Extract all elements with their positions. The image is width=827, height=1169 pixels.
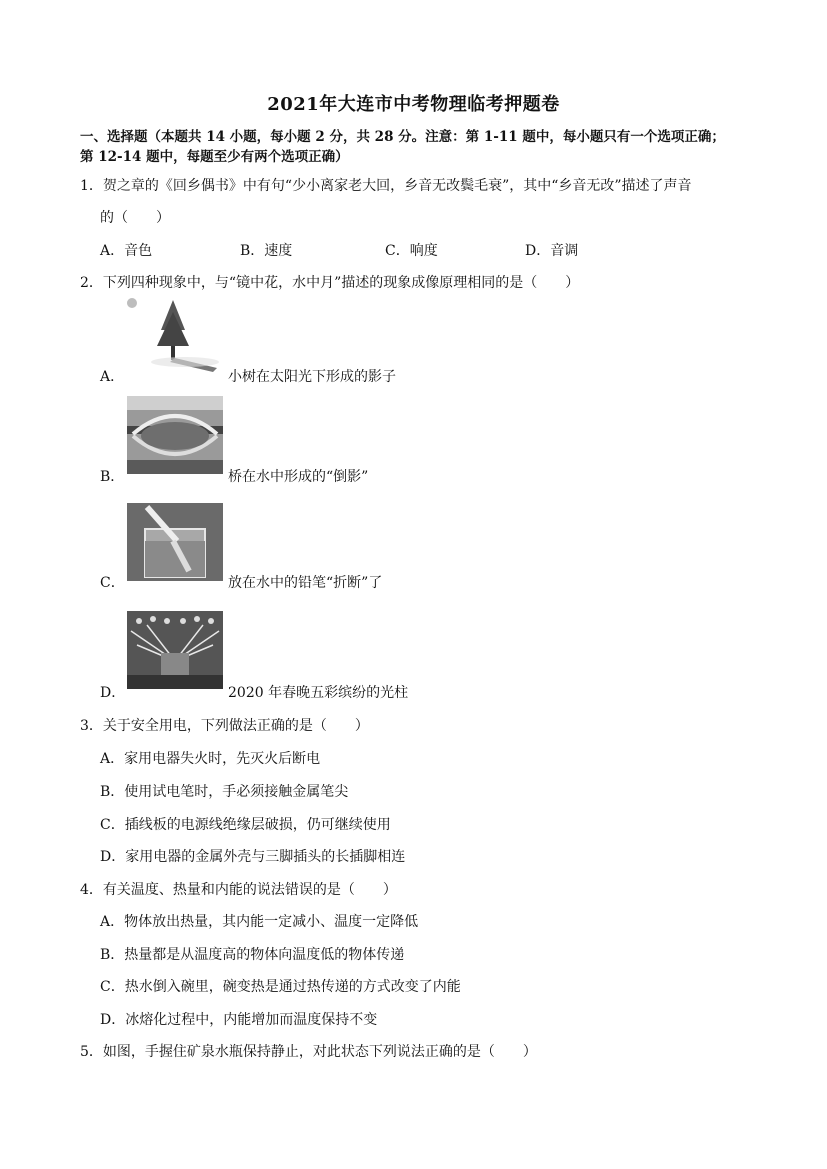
q1-stem-line1: 1．贺之章的《回乡偶书》中有句“少小离家老大回，乡音无改鬓毛衰”，其中“乡音无改”描述了声音 bbox=[80, 178, 692, 194]
q4-option-c: C．热水倒入碗里，碗变热是通过热传递的方式改变了内能 bbox=[100, 979, 461, 995]
q3-option-b: B．使用试电笔时，手必须接触金属笔尖 bbox=[100, 784, 349, 800]
q1-option-a: A．音色 bbox=[100, 243, 153, 259]
tree-shadow-image bbox=[125, 296, 225, 376]
q2-option-d-caption: 2020 年春晚五彩缤纷的光柱 bbox=[228, 685, 409, 701]
q3-option-a: A．家用电器失火时，先灭火后断电 bbox=[100, 751, 321, 767]
q4-option-d: D．冰熔化过程中，内能增加而温度保持不变 bbox=[100, 1012, 378, 1028]
section-heading-line2: 第 12-14 题中，每题至少有两个选项正确） bbox=[80, 149, 349, 165]
q1-option-b: B．速度 bbox=[240, 243, 293, 259]
q3-option-c: C．插线板的电源线绝缘层破损，仍可继续使用 bbox=[100, 817, 391, 833]
q5-stem: 5．如图，手握住矿泉水瓶保持静止，对此状态下列说法正确的是（ ） bbox=[80, 1044, 537, 1060]
q3-option-d: D．家用电器的金属外壳与三脚插头的长插脚相连 bbox=[100, 849, 406, 865]
q2-option-b-label: B． bbox=[100, 469, 125, 485]
q4-option-b: B．热量都是从温度高的物体向温度低的物体传递 bbox=[100, 947, 405, 963]
section-heading-line1: 一、选择题（本题共 14 小题，每小题 2 分，共 28 分。注意：第 1-11 题中，每小题只有一个选项正确； bbox=[80, 129, 725, 145]
q2-option-b-caption: 桥在水中形成的“倒影” bbox=[228, 469, 369, 485]
q1-option-c: C．响度 bbox=[385, 243, 438, 259]
stage-light-beams-image bbox=[127, 611, 223, 689]
q4-stem: 4．有关温度、热量和内能的说法错误的是（ ） bbox=[80, 882, 397, 898]
q4-option-a: A．物体放出热量，其内能一定减小、温度一定降低 bbox=[100, 914, 419, 930]
bridge-reflection-image bbox=[127, 396, 223, 474]
q1-stem-line2: 的（ ） bbox=[100, 210, 170, 226]
q2-stem: 2．下列四种现象中，与“镜中花，水中月”描述的现象成像原理相同的是（ ） bbox=[80, 275, 580, 291]
q3-stem: 3．关于安全用电，下列做法正确的是（ ） bbox=[80, 718, 369, 734]
q2-option-c-caption: 放在水中的铅笔“折断”了 bbox=[228, 575, 383, 591]
q2-option-a-label: A． bbox=[100, 369, 125, 385]
q2-option-c-label: C． bbox=[100, 575, 125, 591]
page-title: 2021年大连市中考物理临考押题卷 bbox=[267, 94, 560, 115]
q1-option-d: D．音调 bbox=[525, 243, 579, 259]
pencil-in-water-image bbox=[127, 503, 223, 581]
q2-option-d-label: D． bbox=[100, 685, 126, 701]
q2-option-a-caption: 小树在太阳光下形成的影子 bbox=[228, 369, 396, 385]
